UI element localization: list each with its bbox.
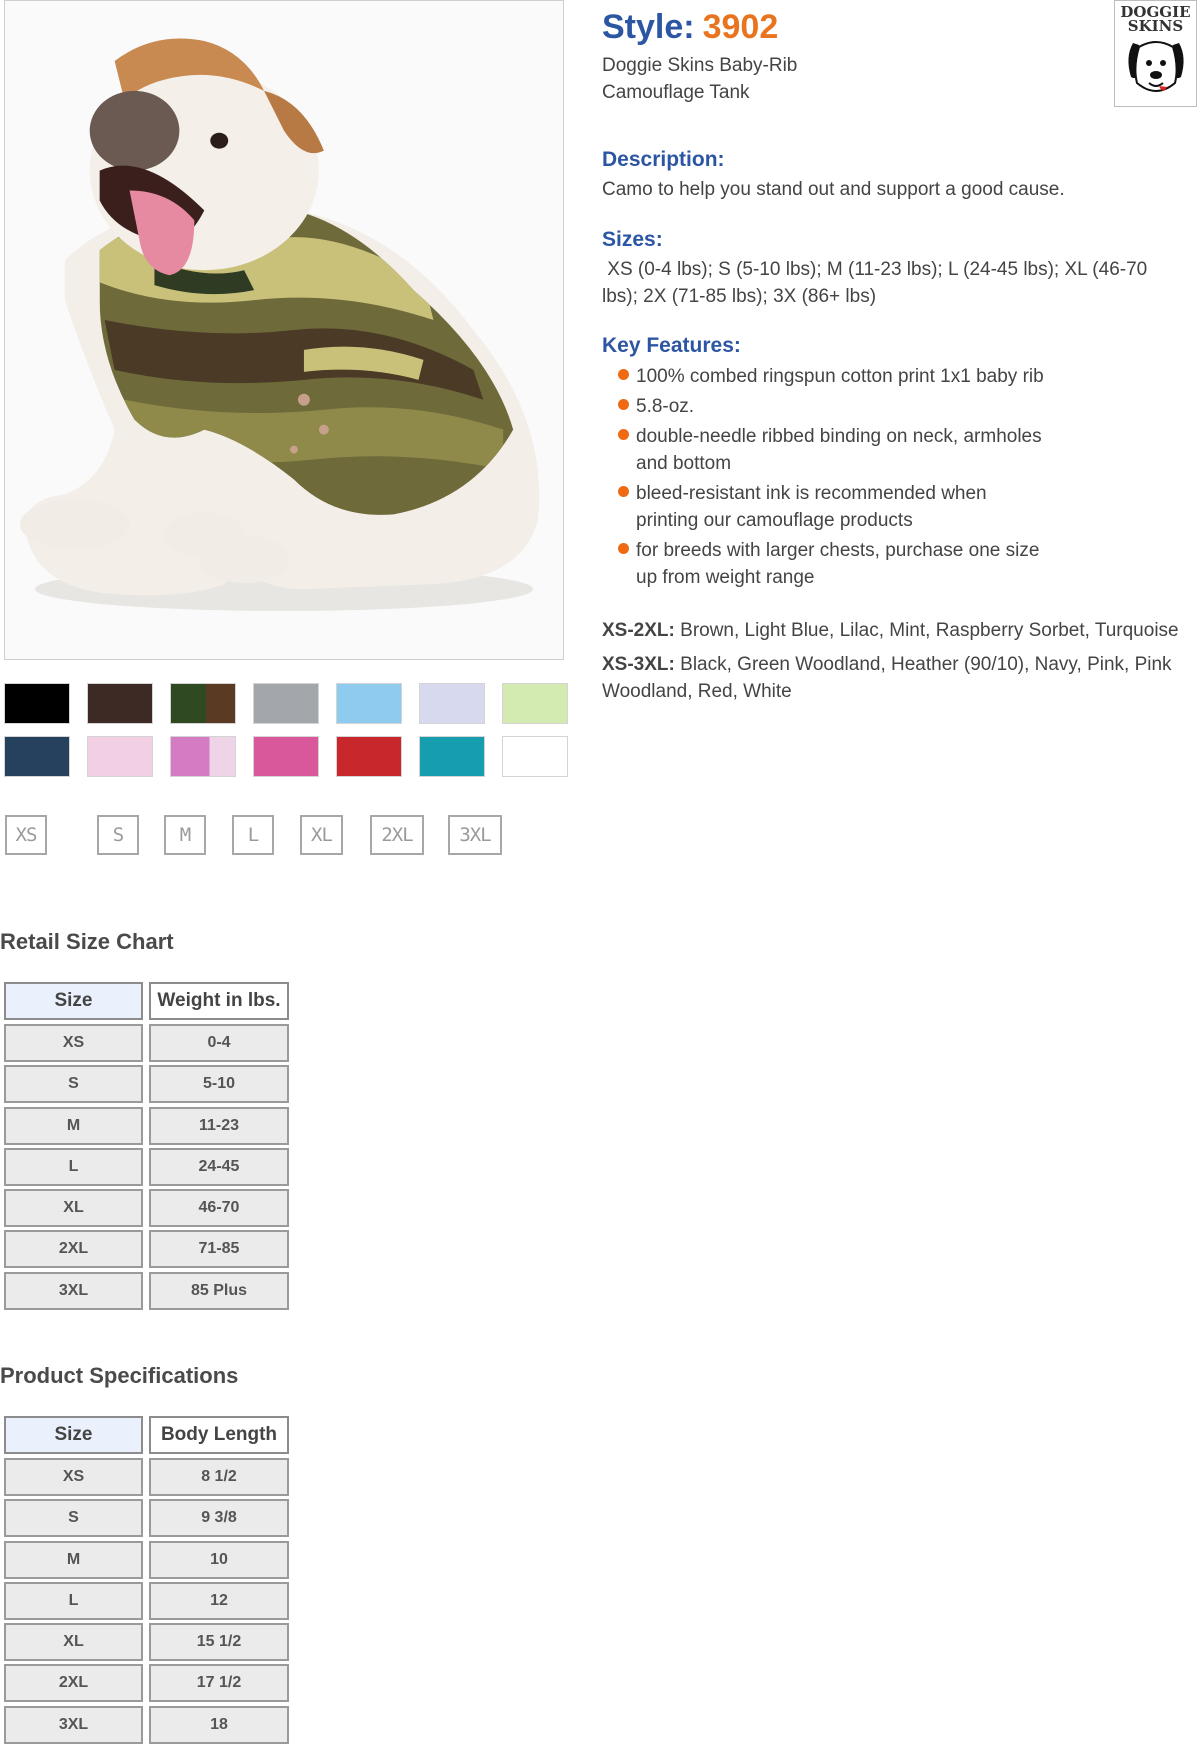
table-row	[4, 1024, 289, 1062]
color-swatch[interactable]	[170, 736, 236, 777]
availability-colors: Black, Green Woodland, Heather (90/10), Navy, Pink, Pink Woodland, Red, White	[602, 654, 1172, 702]
table-cell: 3XL	[4, 1272, 143, 1310]
table-cell: 2XL	[4, 1230, 143, 1268]
color-swatch[interactable]	[502, 736, 568, 777]
size-button-3xl[interactable]: 3XL	[448, 815, 502, 855]
feature-text: for breeds with larger chests, purchase one size up from weight range	[636, 540, 1040, 588]
bullet-dot-icon	[618, 369, 629, 380]
color-swatch[interactable]	[336, 736, 402, 777]
table-row	[4, 1458, 289, 1496]
table-cell: 5-10	[149, 1065, 289, 1103]
feature-item	[614, 537, 1044, 591]
feature-item	[614, 480, 1044, 534]
bullet-dot-icon	[618, 399, 629, 410]
table-row	[4, 1541, 289, 1579]
table-cell: 12	[149, 1582, 289, 1620]
table-row	[4, 1107, 289, 1145]
table-row	[4, 1664, 289, 1702]
table-cell: XS	[4, 1024, 143, 1062]
table-header-cell: Body Length	[149, 1416, 289, 1454]
size-button-xs[interactable]: XS	[5, 815, 47, 855]
feature-text: 100% combed ringspun cotton print 1x1 baby rib	[636, 366, 1044, 387]
table-row	[4, 1582, 289, 1620]
product-photo	[4, 0, 564, 660]
table-cell: 11-23	[149, 1107, 289, 1145]
table-row	[4, 1272, 289, 1310]
table-cell: L	[4, 1582, 143, 1620]
feature-text: double-needle ribbed binding on neck, armholes and bottom	[636, 426, 1042, 474]
style-label: Style:	[602, 8, 695, 46]
table-cell: M	[4, 1107, 143, 1145]
logo-text-line2: SKINS	[1127, 17, 1184, 35]
table-header-cell: Size	[4, 1416, 143, 1454]
bullet-dot-icon	[618, 543, 629, 554]
size-button-xl[interactable]: XL	[300, 815, 343, 855]
dog-face-icon	[1123, 37, 1189, 101]
color-swatch[interactable]	[419, 736, 485, 777]
retail-size-chart-title: Retail Size Chart	[0, 929, 174, 954]
product-specifications-title: Product Specifications	[0, 1363, 239, 1388]
size-button-l[interactable]: L	[232, 815, 274, 855]
table-header-cell: Weight in lbs.	[149, 982, 289, 1020]
size-button-2xl[interactable]: 2XL	[370, 815, 424, 855]
retail-size-table	[4, 982, 289, 1313]
color-swatch[interactable]	[336, 683, 402, 724]
logo-text-line1: DOGGIE	[1120, 3, 1191, 21]
bullet-dot-icon	[618, 429, 629, 440]
product-subtitle: Doggie Skins Baby-Rib Camouflage Tank	[602, 55, 798, 103]
size-button-m[interactable]: M	[164, 815, 206, 855]
color-swatch[interactable]	[419, 683, 485, 724]
style-number: 3902	[702, 8, 779, 46]
availability-xs-3xl	[602, 651, 1197, 705]
bulldog-camo-tank-illustration	[5, 1, 563, 659]
key-features-list	[614, 363, 1044, 594]
key-features-heading: Key Features:	[602, 334, 741, 357]
table-row	[4, 1065, 289, 1103]
table-cell: 46-70	[149, 1189, 289, 1227]
size-button-s[interactable]: S	[97, 815, 139, 855]
table-cell: 17 1/2	[149, 1664, 289, 1702]
feature-text: 5.8-oz.	[636, 396, 695, 417]
table-cell: XL	[4, 1623, 143, 1661]
color-swatch-grid	[4, 683, 570, 777]
table-cell: 85 Plus	[149, 1272, 289, 1310]
table-row	[4, 1189, 289, 1227]
product-spec-table	[4, 1416, 289, 1747]
table-cell: XL	[4, 1189, 143, 1227]
availability-label: XS-2XL:	[602, 620, 675, 641]
availability-colors: Brown, Light Blue, Lilac, Mint, Raspberry Sorbet, Turquoise	[680, 620, 1179, 641]
color-swatch[interactable]	[87, 736, 153, 777]
color-swatch[interactable]	[170, 683, 236, 724]
availability-xs-2xl	[602, 617, 1197, 644]
availability-label: XS-3XL:	[602, 654, 675, 675]
table-cell: 3XL	[4, 1706, 143, 1744]
color-swatch[interactable]	[87, 683, 153, 724]
table-cell: XS	[4, 1458, 143, 1496]
table-cell: 2XL	[4, 1664, 143, 1702]
table-row	[4, 1706, 289, 1744]
table-cell: 10	[149, 1541, 289, 1579]
table-cell: S	[4, 1499, 143, 1537]
table-header-row	[4, 1416, 289, 1454]
bullet-dot-icon	[618, 486, 629, 497]
description-heading: Description:	[602, 148, 725, 171]
table-cell: L	[4, 1148, 143, 1186]
feature-text: bleed-resistant ink is recommended when printing our camouflage products	[636, 483, 987, 531]
table-row	[4, 1148, 289, 1186]
table-cell: 24-45	[149, 1148, 289, 1186]
table-cell: 9 3/8	[149, 1499, 289, 1537]
feature-item	[614, 393, 1044, 420]
color-swatch[interactable]	[4, 683, 70, 724]
feature-item	[614, 363, 1044, 390]
sizes-heading: Sizes:	[602, 228, 663, 251]
description-text: Camo to help you stand out and support a good cause.	[602, 179, 1065, 200]
feature-item	[614, 423, 1044, 477]
table-header-row	[4, 982, 289, 1020]
table-cell: 18	[149, 1706, 289, 1744]
table-cell: 71-85	[149, 1230, 289, 1268]
table-header-cell: Size	[4, 982, 143, 1020]
table-cell: 15 1/2	[149, 1623, 289, 1661]
table-cell: 0-4	[149, 1024, 289, 1062]
table-row	[4, 1499, 289, 1537]
sizes-text: XS (0-4 lbs); S (5-10 lbs); M (11-23 lbs); L (24-45 lbs); XL (46-70 lbs); 2X (71-85 lbs); 3X (86+ lbs)	[602, 259, 1153, 307]
table-cell: S	[4, 1065, 143, 1103]
color-swatch[interactable]	[253, 736, 319, 777]
table-row	[4, 1623, 289, 1661]
color-swatch[interactable]	[253, 683, 319, 724]
table-row	[4, 1230, 289, 1268]
doggie-skins-logo	[1114, 0, 1197, 107]
style-heading	[602, 8, 778, 47]
color-swatch[interactable]	[502, 683, 568, 724]
color-swatch[interactable]	[4, 736, 70, 777]
table-cell: 8 1/2	[149, 1458, 289, 1496]
table-cell: M	[4, 1541, 143, 1579]
